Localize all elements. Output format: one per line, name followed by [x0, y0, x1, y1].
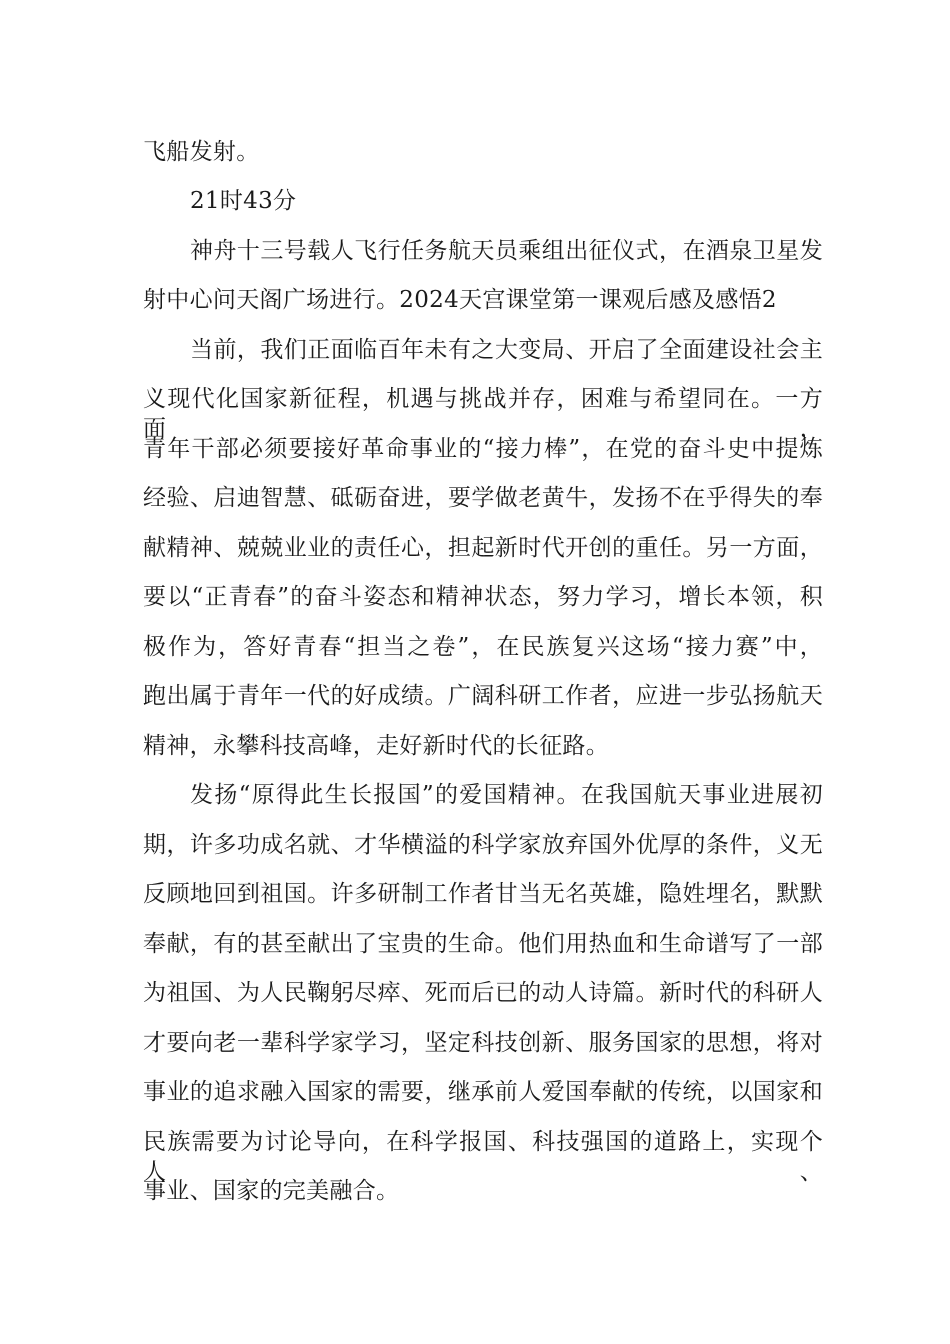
text-line: 事业、国家的完美融合。 [143, 1178, 400, 1204]
text-line: 青年干部必须要接好革命事业的“接力棒”，在党的奋斗史中提炼 [143, 436, 823, 462]
text-line: 飞船发射。 [143, 139, 260, 165]
text-line: 21时43分 [190, 188, 297, 214]
text-line: 为祖国、为人民鞠躬尽瘁、死而后已的动人诗篇。新时代的科研人 [143, 980, 823, 1006]
text-line: 精神，永攀科技高峰，走好新时代的长征路。 [143, 733, 609, 759]
text-line: 才要向老一辈科学家学习，坚定科技创新、服务国家的思想，将对 [143, 1030, 823, 1056]
text-line: 民族需要为讨论导向，在科学报国、科技强国的道路上，实现个人、 [143, 1129, 823, 1185]
text-line: 献精神、兢兢业业的责任心，担起新时代开创的重任。另一方面， [143, 535, 823, 561]
text-line: 奉献，有的甚至献出了宝贵的生命。他们用热血和生命谱写了一部 [143, 931, 823, 957]
text-line: 发扬“原得此生长报国”的爱国精神。在我国航天事业进展初 [190, 782, 823, 808]
text-line: 经验、启迪智慧、砥砺奋进，要学做老黄牛，发扬不在乎得失的奉 [143, 485, 823, 511]
text-line: 事业的追求融入国家的需要，继承前人爱国奉献的传统，以国家和 [143, 1079, 823, 1105]
text-line: 射中心问天阁广场进行。2024天宫课堂第一课观后感及感悟2 [143, 287, 777, 313]
text-line: 极作为，答好青春“担当之卷”，在民族复兴这场“接力赛”中， [143, 634, 823, 660]
text-line: 当前，我们正面临百年未有之大变局、开启了全面建设社会主 [190, 337, 823, 363]
text-line: 期，许多功成名就、才华横溢的科学家放弃国外优厚的条件，义无 [143, 832, 823, 858]
text-line: 反顾地回到祖国。许多研制工作者甘当无名英雄，隐姓埋名，默默 [143, 881, 823, 907]
text-line: 神舟十三号载人飞行任务航天员乘组出征仪式，在酒泉卫星发 [190, 238, 823, 264]
text-line: 要以“正青春”的奋斗姿态和精神状态，努力学习，增长本领，积 [143, 584, 823, 610]
text-line: 跑出属于青年一代的好成绩。广阔科研工作者，应进一步弘扬航天 [143, 683, 823, 709]
text-line: 义现代化国家新征程，机遇与挑战并存，困难与希望同在。一方面， [143, 386, 823, 442]
